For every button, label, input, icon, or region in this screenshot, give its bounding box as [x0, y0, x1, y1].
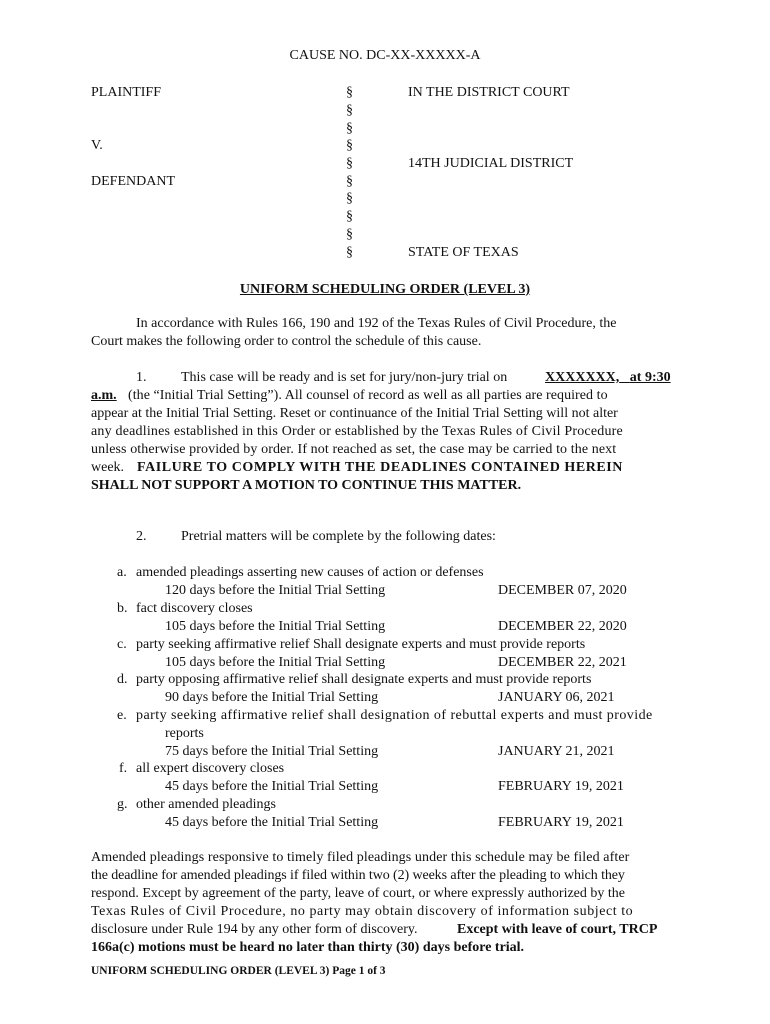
deadline-days: 105 days before the Initial Trial Setting — [165, 655, 386, 670]
document-title: UNIFORM SCHEDULING ORDER (LEVEL 3) — [239, 282, 531, 297]
section-symbol: § — [346, 85, 353, 100]
trial-time: a.m. — [91, 388, 117, 403]
para2-number: 2. — [136, 529, 147, 544]
deadline-letter: a. — [117, 565, 127, 580]
section-symbol: § — [346, 191, 353, 206]
deadline-days: 120 days before the Initial Trial Setting — [165, 583, 386, 598]
deadline-date: DECEMBER 22, 2020 — [498, 619, 627, 634]
para1-line: any deadlines established in this Order or established by the Texas Rules of Civil Procedure — [91, 424, 623, 439]
intro-line: In accordance with Rules 166, 190 and 192 of the Texas Rules of Civil Procedure, the — [136, 316, 617, 331]
section-symbol: § — [346, 174, 353, 189]
closing-line: the deadline for amended pleadings if filed within two (2) weeks after the pleading to which they — [91, 868, 625, 883]
section-symbol: § — [346, 103, 353, 118]
closing-line: Amended pleadings responsive to timely filed pleadings under this schedule may be filed after — [91, 850, 630, 865]
deadline-description-cont: reports — [165, 726, 204, 741]
intro-line: Court makes the following order to control the schedule of this cause. — [91, 334, 482, 349]
deadline-description: amended pleadings asserting new causes of action or defenses — [136, 565, 484, 580]
para1-line: appear at the Initial Trial Setting. Reset or continuance of the Initial Trial Setting will not alter — [91, 406, 618, 421]
closing-line: disclosure under Rule 194 by any other form of discovery. — [91, 922, 418, 937]
para1-number: 1. — [136, 370, 147, 385]
deadline-date: FEBRUARY 19, 2021 — [498, 779, 624, 794]
deadline-letter: f. — [119, 761, 128, 776]
para1-warning: SHALL NOT SUPPORT A MOTION TO CONTINUE THIS MATTER. — [91, 478, 522, 493]
trial-date: XXXXXXX, at 9:30 — [545, 370, 671, 385]
section-symbol: § — [346, 245, 353, 260]
deadline-days: 105 days before the Initial Trial Setting — [165, 619, 386, 634]
para2-text: Pretrial matters will be complete by the following dates: — [181, 529, 496, 544]
cause-number: CAUSE NO. DC-XX-XXXXX-A — [289, 48, 481, 63]
court-name: IN THE DISTRICT COURT — [408, 85, 570, 100]
deadline-description: party seeking affirmative relief shall designation of rebuttal experts and must provide — [136, 708, 653, 723]
deadline-date: JANUARY 21, 2021 — [498, 744, 615, 759]
deadline-description: fact discovery closes — [136, 601, 253, 616]
deadline-description: all expert discovery closes — [136, 761, 285, 776]
deadline-date: DECEMBER 07, 2020 — [498, 583, 627, 598]
para1-line: week. — [91, 460, 125, 475]
section-symbol: § — [346, 121, 353, 136]
deadline-letter: g. — [117, 797, 128, 812]
deadline-description: other amended pleadings — [136, 797, 276, 812]
closing-line: Texas Rules of Civil Procedure, no party may obtain discovery of information subject to — [91, 904, 634, 919]
plaintiff-label: PLAINTIFF — [91, 85, 162, 100]
closing-bold: Except with leave of court, TRCP — [457, 922, 658, 937]
section-symbol: § — [346, 209, 353, 224]
deadline-letter: b. — [117, 601, 128, 616]
section-symbol: § — [346, 156, 353, 171]
section-symbol: § — [346, 138, 353, 153]
page-footer: UNIFORM SCHEDULING ORDER (LEVEL 3) Page 1 of 3 — [91, 965, 386, 977]
closing-line: respond. Except by agreement of the party, leave of court, or where expressly authorized by the — [91, 886, 625, 901]
para1-line: unless otherwise provided by order. If not reached as set, the case may be carried to the next — [91, 442, 617, 457]
deadline-date: JANUARY 06, 2021 — [498, 690, 615, 705]
deadline-date: FEBRUARY 19, 2021 — [498, 815, 624, 830]
deadline-days: 75 days before the Initial Trial Setting — [165, 744, 379, 759]
deadline-letter: c. — [117, 637, 127, 652]
deadline-letter: e. — [117, 708, 127, 723]
section-symbol: § — [346, 227, 353, 242]
state-name: STATE OF TEXAS — [408, 245, 519, 260]
defendant-label: DEFENDANT — [91, 174, 175, 189]
versus-label: V. — [91, 138, 103, 153]
para1-warning: FAILURE TO COMPLY WITH THE DEADLINES CONTAINED HEREIN — [137, 460, 623, 475]
deadline-days: 45 days before the Initial Trial Setting — [165, 815, 379, 830]
closing-bold: 166a(c) motions must be heard no later than thirty (30) days before trial. — [91, 940, 525, 955]
deadline-days: 90 days before the Initial Trial Setting — [165, 690, 379, 705]
district-name: 14TH JUDICIAL DISTRICT — [408, 156, 574, 171]
deadline-description: party seeking affirmative relief Shall designate experts and must provide reports — [136, 637, 586, 652]
deadline-letter: d. — [117, 672, 128, 687]
para1-line: (the “Initial Trial Setting”). All counsel of record as well as all parties are required to — [128, 388, 608, 403]
deadline-date: DECEMBER 22, 2021 — [498, 655, 627, 670]
deadline-description: party opposing affirmative relief shall designate experts and must provide reports — [136, 672, 592, 687]
deadline-days: 45 days before the Initial Trial Setting — [165, 779, 379, 794]
para1-lead: This case will be ready and is set for jury/non-jury trial on — [181, 370, 508, 385]
